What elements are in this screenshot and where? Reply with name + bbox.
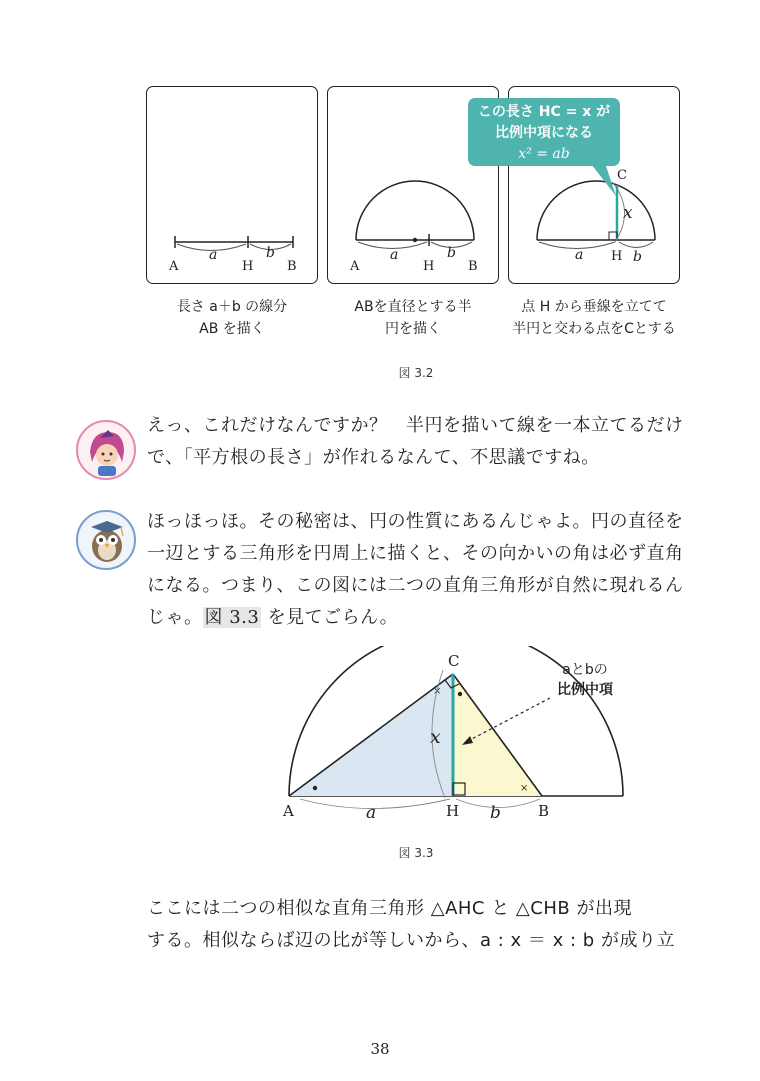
point-a-label: A	[283, 802, 294, 820]
caption-line: 長さ a＋b の線分	[176, 299, 288, 315]
point-h-label: H	[423, 259, 435, 274]
point-a-label: A	[350, 259, 360, 274]
figure-3-3-reference[interactable]: 図 3.3	[204, 607, 260, 628]
caption-line: ABを直径とする半	[354, 299, 472, 315]
label-b: b	[447, 245, 456, 261]
figure-3-2-label: 図 3.2	[398, 366, 434, 380]
body-line-2: する。相似ならば辺の比が等しいから、a : x ＝ x : b が成り立	[147, 930, 675, 951]
label-x: x	[623, 203, 633, 223]
dialog-owl	[147, 506, 692, 634]
dialog-girl: えっ、これだけなんですか？ 半円を描いて線を一本立てるだけで、「平方根の長さ」が作れるなんて、不思議ですね。	[147, 415, 684, 468]
point-h-label: H	[446, 802, 460, 820]
point-c-label: C	[617, 168, 627, 183]
caption-panel-3	[499, 296, 689, 340]
point-a-label: A	[169, 259, 179, 274]
owl-avatar	[76, 510, 136, 570]
caption-panel-1	[137, 296, 327, 340]
caption-line: 円を描く	[385, 321, 441, 337]
label-x: x	[430, 726, 441, 748]
caption-panel-2	[318, 296, 508, 340]
proportional-mean-note	[540, 660, 630, 700]
point-h-label: H	[242, 259, 254, 274]
note-line-2: 比例中項	[557, 682, 613, 698]
girl-face-icon	[78, 422, 134, 478]
callout-line-2: 比例中項になる	[495, 125, 593, 141]
owl-professor-icon	[78, 512, 134, 568]
label-a: a	[209, 247, 218, 263]
dialog-owl-text: ほっほっほ。その秘密は、円の性質にあるんじゃよ。円の直径を一辺とする三角形を円周上に描くと、その向かいの角は必ず直角になる。つまり、この図には二つの直角三角形が自然に現れるんじゃ。	[147, 511, 684, 628]
svg-text:×: ×	[433, 686, 442, 697]
caption-line: 半円と交わる点をCとする	[512, 321, 676, 337]
callout-line-1: この長さ HC = x が	[477, 104, 611, 120]
point-b-label: B	[538, 802, 550, 820]
label-a: a	[575, 247, 584, 263]
point-b-label: B	[287, 259, 297, 274]
callout-pointer	[586, 160, 626, 200]
callout-line-3: x² = ab	[518, 146, 570, 162]
page-number: 38	[370, 1040, 390, 1058]
label-b: b	[633, 249, 642, 265]
body-line-1: ここには二つの相似な直角三角形 △AHC と △CHB が出現	[147, 898, 632, 919]
callout-hc-mean	[468, 98, 620, 166]
label-a: a	[390, 247, 399, 263]
label-b: b	[266, 245, 275, 261]
point-c-label: C	[448, 652, 460, 670]
figure-3-2-panel-1	[146, 86, 318, 284]
point-h-label: H	[611, 249, 623, 264]
caption-line: 点 H から垂線を立てて	[521, 299, 667, 315]
svg-text:×: ×	[520, 783, 529, 794]
body-paragraph	[147, 893, 692, 957]
girl-avatar	[76, 420, 136, 480]
caption-line: AB を描く	[199, 321, 265, 337]
figure-3-3-label: 図 3.3	[398, 846, 434, 860]
point-b-label: B	[468, 259, 478, 274]
note-line-1: aとbの	[562, 662, 608, 678]
label-a: a	[366, 803, 377, 823]
segment-ab-drawing	[147, 87, 319, 285]
dialog-owl-text-end: を見てごらん。	[261, 607, 399, 628]
label-b: b	[490, 803, 501, 823]
